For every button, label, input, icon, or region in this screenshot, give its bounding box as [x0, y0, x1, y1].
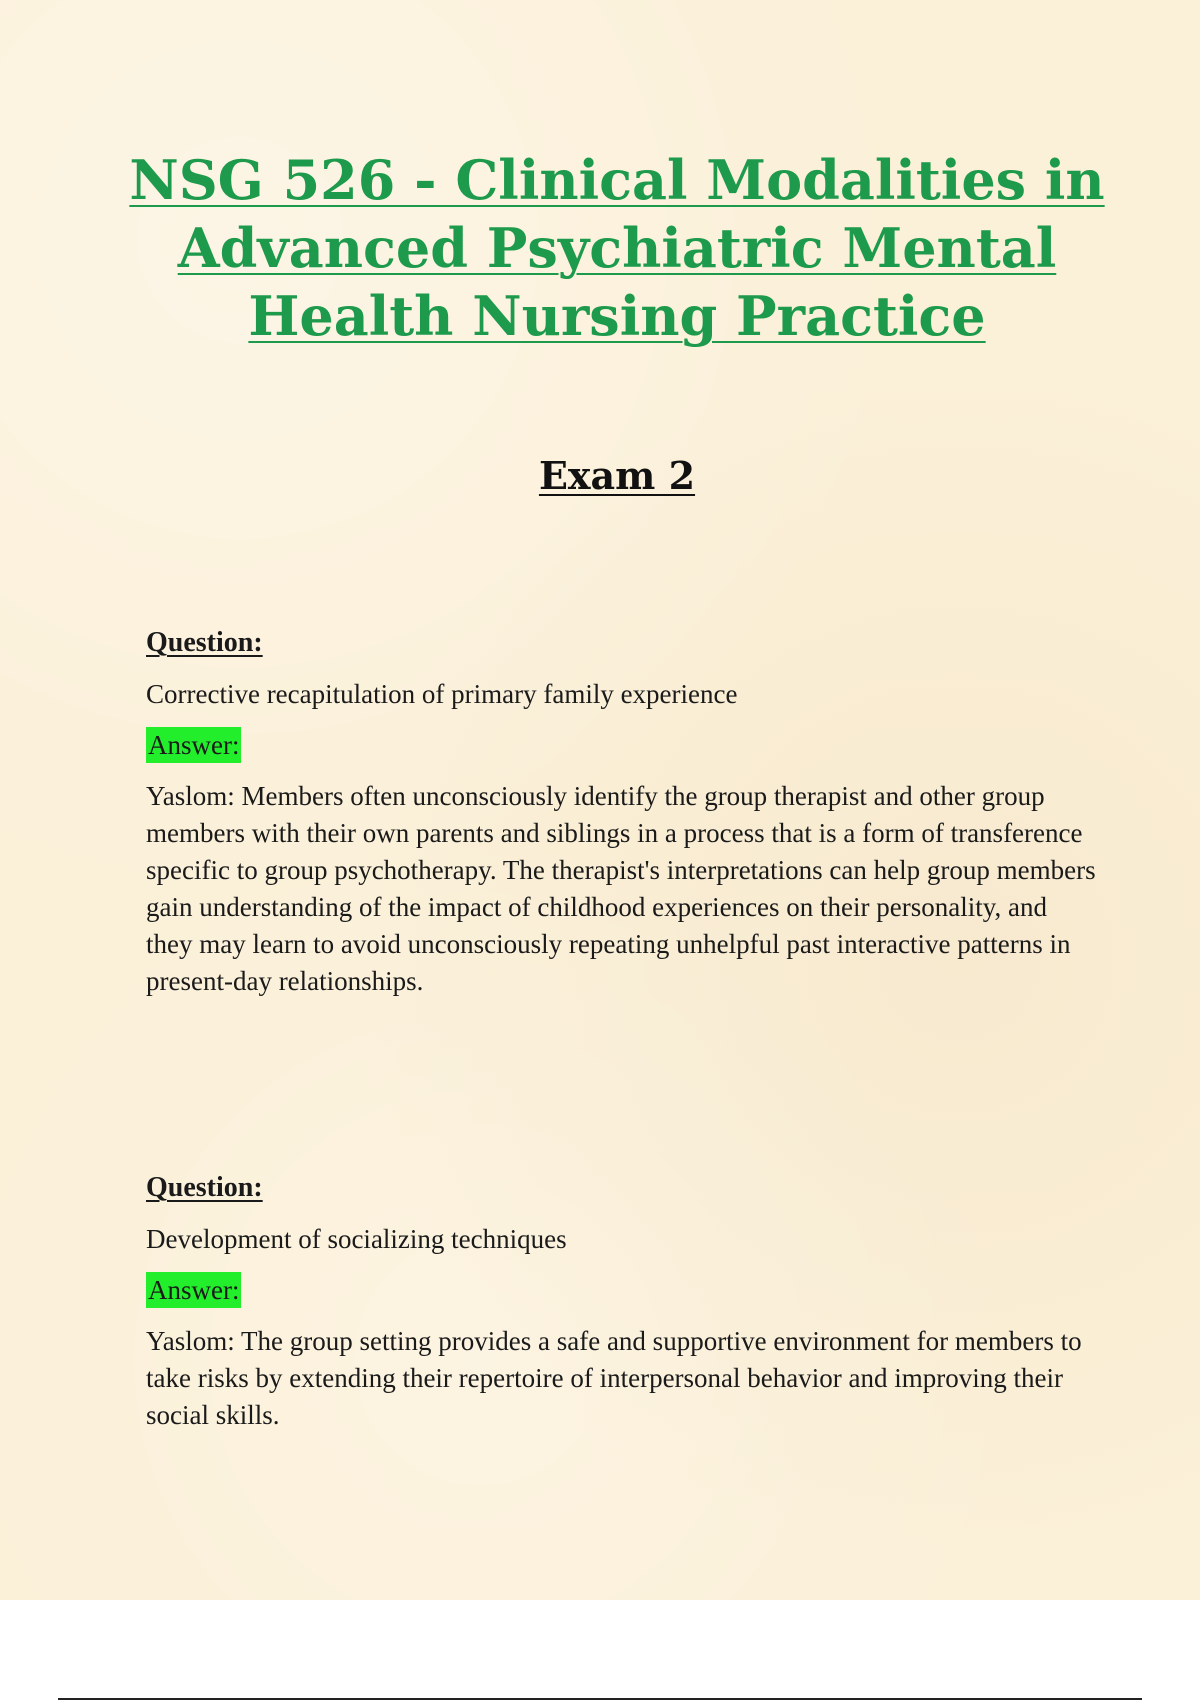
- answer-label: Answer:: [146, 1272, 241, 1308]
- document-title-line-3: Health Nursing Practice: [248, 284, 986, 348]
- document-title: [100, 146, 1134, 350]
- exam-heading: [0, 452, 1200, 500]
- exam-heading-text: Exam 2: [538, 453, 696, 498]
- question-text: Corrective recapitulation of primary family experience: [146, 679, 738, 709]
- answer-label: Answer:: [146, 727, 241, 763]
- answer-label-row: [146, 1272, 1096, 1323]
- question-block: [146, 1169, 1096, 1434]
- answer-text: Yaslom: The group setting provides a safe and supportive environment for members to take risks by extending their repertoire of interpersonal behavior and improving their social skills.: [146, 1326, 1082, 1430]
- answer-label-row: [146, 727, 1096, 778]
- question-text: Development of socializing techniques: [146, 1224, 567, 1254]
- question-label: Question:: [146, 1172, 263, 1203]
- question-label: Question:: [146, 627, 263, 658]
- document-title-line-2: Advanced Psychiatric Mental: [177, 216, 1057, 280]
- question-block: [146, 624, 1096, 1000]
- answer-text: Yaslom: Members often unconsciously identify the group therapist and other group members with their own parents and siblings in a process that is a form of transference specific to group psychotherapy. The therapist's interpretations can help group members gain understanding of the impact of childhood experiences on their personality, and they may learn to avoid unconsciously repeating unhelpful past interactive patterns in present-day relationships.: [146, 781, 1096, 996]
- document-title-line-1: NSG 526 - Clinical Modalities in: [129, 148, 1105, 212]
